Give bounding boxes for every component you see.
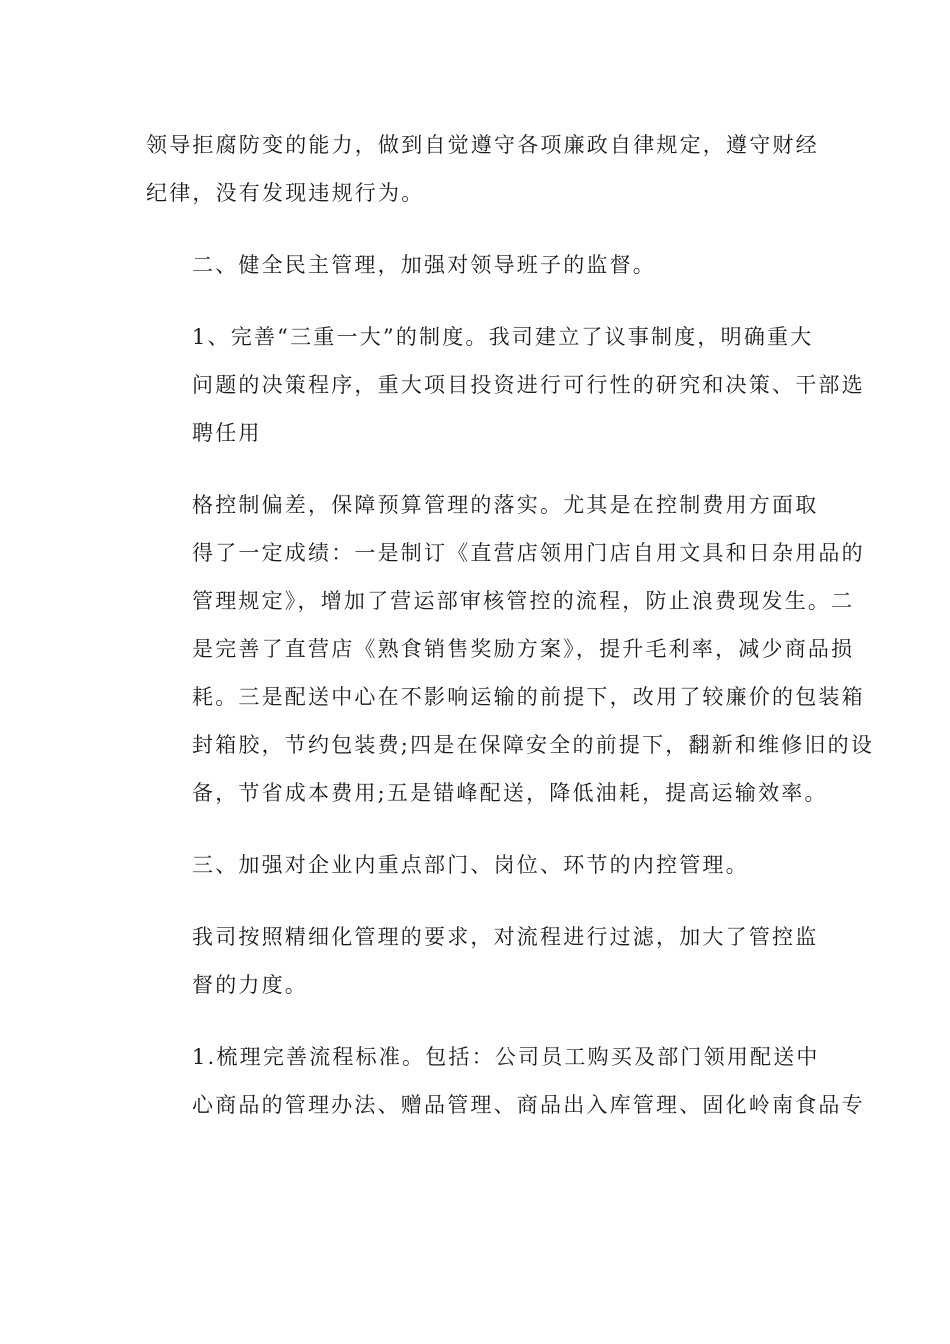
text-line: 得了一定成绩：一是制订《直营店领用门店自用文具和日杂用品的 [192,541,865,565]
paragraph-process-standards [146,1033,865,1129]
text-line: 三、加强对企业内重点部门、岗位、环节的内控管理。 [192,853,749,877]
paragraph-budget-control [146,481,875,817]
text-line: 聘任用 [192,421,262,445]
text-line: 1.梳理完善流程标准。包括：公司员工购买及部门领用配送中 [192,1045,820,1069]
text-line: 备，节省成本费用;五是错峰配送，降低油耗，提高运输效率。 [192,781,828,805]
section-heading-internal-control [146,841,810,889]
text-line: 督的力度。 [192,973,308,997]
text-line: 问题的决策程序，重大项目投资进行可行性的研究和决策、干部选 [192,373,865,397]
text-line: 心商品的管理办法、赠品管理、商品出入库管理、固化岭南食品专 [192,1093,865,1117]
text-line: 封箱胶，节约包装费;四是在保障安全的前提下，翻新和维修旧的设 [192,733,875,757]
text-line: 领导拒腐防变的能力，做到自觉遵守各项廉政自律规定，遵守财经 [146,133,819,157]
text-line: 纪律，没有发现违规行为。 [146,181,425,205]
document-body [146,121,875,1129]
paragraph-integrity-continuation [146,121,819,217]
text-line: 是完善了直营店《熟食销售奖励方案》，提升毛利率，减少商品损 [192,637,855,661]
section-heading-democratic-management [146,241,810,289]
text-line: 管理规定》，增加了营运部审核管控的流程，防止浪费现发生。二 [192,589,855,613]
text-line: 格控制偏差，保障预算管理的落实。尤其是在控制费用方面取 [192,493,819,517]
text-line: 二、健全民主管理，加强对领导班子的监督。 [192,253,656,277]
paragraph-refined-management [146,913,819,1009]
paragraph-three-major-one-large [146,313,865,457]
text-line: 耗。三是配送中心在不影响运输的前提下，改用了较廉价的包装箱 [192,685,865,709]
text-line: 我司按照精细化管理的要求，对流程进行过滤，加大了管控监 [192,925,819,949]
text-line: 1、完善“三重一大”的制度。我司建立了议事制度，明确重大 [192,325,814,349]
